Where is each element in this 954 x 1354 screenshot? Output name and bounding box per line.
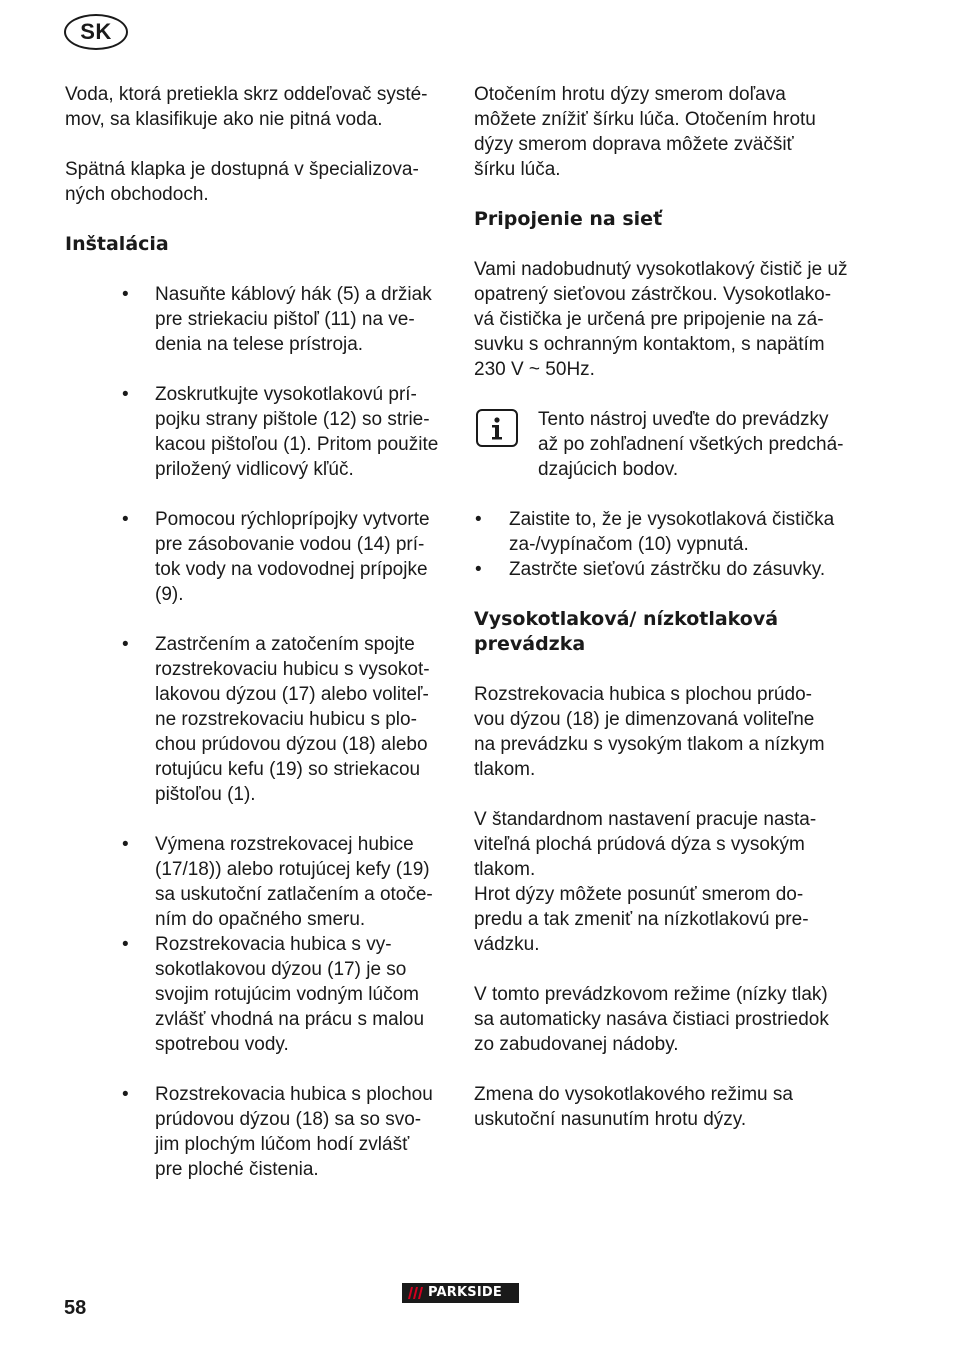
text-line: viteľná plochá prúdová dýza s vysokým	[474, 834, 805, 855]
bullet-icon: •	[122, 509, 129, 530]
paragraph-detergent-intake	[474, 982, 864, 1057]
text-line: pre striekaciu pištoľ (11) na ve-	[155, 309, 415, 330]
text-line: rozstrekovaciu hubicu s vysokot-	[155, 659, 430, 680]
text-line: V tomto prevádzkovom režime (nízky tlak)	[474, 984, 828, 1005]
text-line: Zmena do vysokotlakového režimu sa	[474, 1084, 793, 1105]
text-line: Zaistite to, že je vysokotlaková čistička	[509, 509, 835, 530]
list-item	[65, 382, 450, 482]
list-item	[65, 932, 450, 1057]
text-line: prúdovou dýzou (18) sa so svo-	[155, 1109, 422, 1130]
text-line: priložený vidlicový kľúč.	[155, 459, 354, 480]
text-line: (9).	[155, 584, 184, 605]
text-line: 230 V ~ 50Hz.	[474, 359, 595, 380]
bullet-icon: •	[122, 1084, 129, 1105]
list-item	[65, 832, 450, 932]
list-item	[65, 1082, 450, 1182]
text-line: sa uskutoční zatlačením a otoče-	[155, 884, 433, 905]
list-item	[65, 632, 450, 807]
brand-name: PARKSIDE	[428, 1285, 502, 1300]
text-line: Zoskrutkujte vysokotlakovú prí-	[155, 384, 417, 405]
list-item	[474, 557, 864, 582]
info-icon	[476, 409, 518, 447]
text-line: dýzy smerom doprava môžete zväčšiť	[474, 134, 794, 155]
text-line: ním do opačného smeru.	[155, 909, 366, 930]
list-item	[474, 507, 864, 557]
list-item	[65, 282, 450, 357]
brand-stripes-icon	[402, 1283, 428, 1303]
text-line: suvku s ochranným kontaktom, s napätím	[474, 334, 825, 355]
text-line: pre zásobovanie vodou (14) prí-	[155, 534, 425, 555]
text-line: kacou pištoľou (1). Pritom použite	[155, 434, 439, 455]
text-line: denia na telese prístroja.	[155, 334, 364, 355]
text-line: môžete znížiť šírku lúča. Otočením hrotu	[474, 109, 816, 130]
text-line: V štandardnom nastavení pracuje nasta-	[474, 809, 817, 830]
bullet-icon: •	[122, 834, 129, 855]
text-line: prevádzka	[474, 633, 586, 655]
text-line: svojim rotujúcim vodným lúčom	[155, 984, 419, 1005]
list-item	[65, 507, 450, 607]
info-note	[474, 407, 864, 482]
text-line: Výmena rozstrekovacej hubice	[155, 834, 414, 855]
text-line: Otočením hrotu dýzy smerom doľava	[474, 84, 786, 105]
text-line: ných obchodoch.	[65, 184, 209, 205]
text-line: za-/vypínačom (10) vypnutá.	[509, 534, 749, 555]
text-line: vou dýzou (18) je dimenzovaná voliteľne	[474, 709, 815, 730]
text-line: (17/18)) alebo rotujúcej kefy (19)	[155, 859, 430, 880]
text-line: pre ploché čistenia.	[155, 1159, 319, 1180]
bullet-icon: •	[122, 284, 129, 305]
text-line: vá čistička je určená pre pripojenie na zá-	[474, 309, 824, 330]
left-column	[65, 82, 450, 1182]
text-line: zo zabudovanej nádoby.	[474, 1034, 679, 1055]
text-line: Vysokotlaková/ nízkotlaková	[474, 608, 779, 630]
text-line: Zastrčením a zatočením spojte	[155, 634, 415, 655]
text-line: šírku lúča.	[474, 159, 561, 180]
text-line: rotujúcu kefu (19) so striekacou	[155, 759, 421, 780]
text-line: opatrený sieťovou zástrčkou. Vysokotlako-	[474, 284, 832, 305]
text-line: zvlášť vhodná na prácu s malou	[155, 1009, 425, 1030]
bullet-icon: •	[475, 559, 482, 580]
text-line: Nasuňte káblový hák (5) a držiak	[155, 284, 432, 305]
paragraph-low-pressure-switch	[474, 882, 864, 957]
text-line: Spätná klapka je dostupná v špecializova-	[65, 159, 419, 180]
paragraph-check-valve	[65, 157, 450, 207]
right-column	[474, 82, 864, 1132]
text-line: Voda, ktorá pretiekla skrz oddeľovač systé-	[65, 84, 428, 105]
paragraph-standard-setting	[474, 807, 864, 882]
bullet-icon: •	[475, 509, 482, 530]
text-line: ne rozstrekovaciu hubicu s plo-	[155, 709, 417, 730]
bullet-icon: •	[122, 634, 129, 655]
mains-steps-list	[474, 507, 864, 582]
heading-pressure-mode	[474, 607, 864, 657]
heading-installation: Inštalácia	[65, 233, 169, 255]
paragraph-nozzle-rotation	[474, 82, 864, 182]
text-line: pojku strany pištole (12) so strie-	[155, 409, 430, 430]
text-line: lakovou dýzou (17) alebo voliteľ-	[155, 684, 429, 705]
text-line: tlakom.	[474, 759, 536, 780]
text-line: Tento nástroj uveďte do prevádzky	[538, 409, 829, 430]
text-line: Rozstrekovacia hubica s vy-	[155, 934, 392, 955]
bullet-icon: •	[122, 384, 129, 405]
brand-logo	[402, 1283, 519, 1303]
text-line: Rozstrekovacia hubica s plochou	[155, 1084, 433, 1105]
text-line: Zastrčte sieťovú zástrčku do zásuvky.	[509, 559, 826, 580]
text-line: na prevádzku s vysokým tlakom a nízkym	[474, 734, 825, 755]
text-line: dzajúcich bodov.	[538, 459, 679, 480]
text-line: tok vody na vodovodnej prípojke	[155, 559, 428, 580]
language-badge: SK	[64, 14, 128, 50]
paragraph-high-pressure-switch	[474, 1082, 864, 1132]
text-line: sokotlakovou dýzou (17) je so	[155, 959, 407, 980]
bullet-icon: •	[122, 934, 129, 955]
text-line: jim plochým lúčom hodí zvlášť	[155, 1134, 410, 1155]
paragraph-backflow-water	[65, 82, 450, 132]
page-number: 58	[64, 1297, 87, 1319]
paragraph-flat-jet-nozzle	[474, 682, 864, 782]
text-line: predu a tak zmeniť na nízkotlakovú pre-	[474, 909, 809, 930]
text-line: Rozstrekovacia hubica s plochou prúdo-	[474, 684, 812, 705]
text-line: Pomocou rýchloprípojky vytvorte	[155, 509, 430, 530]
text-line: pištoľou (1).	[155, 784, 256, 805]
text-line: mov, sa klasifikuje ako nie pitná voda.	[65, 109, 383, 130]
heading-mains-connection: Pripojenie na sieť	[474, 208, 663, 230]
text-line: Hrot dýzy môžete posunúť smerom do-	[474, 884, 804, 905]
installation-steps-list	[65, 282, 450, 1182]
paragraph-mains-plug	[474, 257, 864, 382]
text-line: vádzku.	[474, 934, 540, 955]
text-line: tlakom.	[474, 859, 536, 880]
text-line: chou prúdovou dýzou (18) alebo	[155, 734, 428, 755]
text-line: až po zohľadnení všetkých predchá-	[538, 434, 844, 455]
text-line: sa automaticky nasáva čistiaci prostriedok	[474, 1009, 829, 1030]
text-line: spotrebou vody.	[155, 1034, 289, 1055]
text-line: Vami nadobudnutý vysokotlakový čistič je už	[474, 259, 848, 280]
text-line: uskutoční nasunutím hrotu dýzy.	[474, 1109, 747, 1130]
